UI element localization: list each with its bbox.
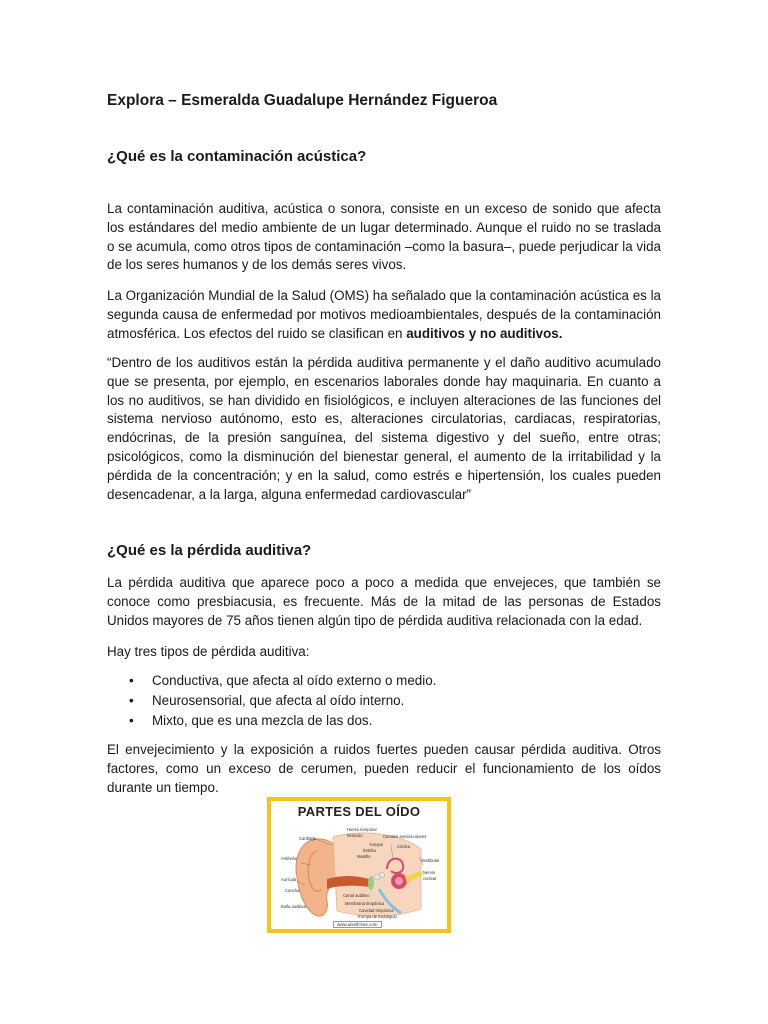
label-canales: Canales semicirculares — [383, 834, 427, 839]
label-coclear: coclear — [423, 876, 437, 881]
paragraph: El envejecimiento y la exposición a ruidos fuertes pueden causar pérdida auditiva. Otros factores, como un exceso de cerumen, pueden reducir el funcionamiento de los oídos durante un tiempo. — [107, 742, 661, 795]
quote-paragraph: “Dentro de los auditivos están la pérdida auditiva permanente y el daño auditivo acumulado que se presenta, por ejemplo, en escenarios laborales donde hay maquinaria. En cuanto a los no auditivos, se han dividido en fisiológicos, e incluyen alteraciones de las funciones del sistema nervioso autónomo, esto es, alteraciones circulatorias, cardiacas, respiratorias, endócrinas, de la presión sanguínea, del sistema digestivo y del sueño, entre otras; psicológicos, como la disminución del bienestar general, el aumento de la irritabilidad y la pérdida de la concentración; y en la salud, como estrés e hipertensión, los cuales pueden desencadenar, a la larga, alguna enfermedad cardiovascular” — [107, 355, 661, 502]
paragraph-text: La Organización Mundial de la Salud (OMS) ha señalado que la contaminación acústica es la segunda causa de enfermedad por motivos medioambientales, después de la contaminación atmosférica. Los efectos del ruido se clasifican en — [107, 288, 661, 341]
paragraph: La pérdida auditiva que aparece poco a poco a medida que envejeces, que también se conoce como presbiacusia, es frecuente. Más de la mitad de las personas de Estados Unidos mayores de 75 años tienen algún tipo de pérdida auditiva relacionada con la edad. — [107, 575, 661, 628]
bullet-list — [107, 671, 436, 731]
figure-title: PARTES DEL OÍDO — [297, 804, 421, 819]
label-auricula: Aurícula — [281, 877, 297, 882]
label-membrana: Membrana timpánica — [345, 901, 385, 906]
paragraph: Hay tres tipos de pérdida auditiva: — [107, 644, 310, 659]
label-trompa: Trompa de Eustaquio — [357, 914, 397, 919]
list-item-text: Neurosensorial, que afecta al oído interno. — [152, 693, 405, 708]
label-canal-auditivo: Canal auditivo — [343, 893, 370, 898]
label-musculo: Músculo — [347, 833, 363, 838]
label-cartilago: Cartílago — [299, 836, 316, 841]
section-heading-perdida: ¿Qué es la pérdida auditiva? — [107, 542, 312, 559]
label-antihelix: Antihélix — [281, 856, 297, 861]
list-item-text: Mixto, que es una mezcla de las dos. — [152, 713, 373, 728]
figure-source-url: www.ulsefichas.com — [333, 921, 382, 928]
bold-text: auditivos y no auditivos. — [406, 325, 563, 341]
bullet-icon: • — [129, 673, 134, 688]
bullet-icon: • — [129, 693, 134, 708]
bullet-icon: • — [129, 713, 134, 728]
label-bulla: Bulla auditiva — [281, 904, 306, 909]
ossicle-shape — [380, 873, 385, 878]
list-item — [107, 691, 436, 711]
label-cavidad: Cavidad timpánica — [359, 908, 394, 913]
label-hueso-temporal: Hueso temporal — [347, 827, 377, 832]
eardrum-shape — [368, 876, 374, 890]
document-title: Explora – Esmeralda Guadalupe Hernández Figueroa — [107, 92, 498, 109]
label-martillo: Martillo — [357, 854, 371, 859]
cochlea-inner-shape — [395, 877, 403, 885]
list-item-text: Conductiva, que afecta al oído externo o medio. — [152, 673, 437, 688]
paragraph: La contaminación auditiva, acústica o sonora, consiste en un exceso de sonido que afecta los estándares del medio ambiente de un lugar determinado. Aunque el ruido no se traslada o se acumula, como otros tipos de contaminación –como la basura–, puede perjudicar la vida de los seres humanos y de los demás seres vivos. — [107, 201, 661, 273]
label-ciclea: Cóclea — [397, 844, 411, 849]
list-item — [107, 671, 436, 691]
label-estribo: Estribo — [363, 848, 377, 853]
list-item — [107, 711, 436, 731]
paragraph — [107, 287, 661, 343]
label-vestibular: Vestibular — [421, 858, 440, 863]
label-nervio: Nervio — [423, 870, 436, 875]
ear-diagram-figure — [267, 797, 451, 933]
ear-diagram-canvas — [271, 801, 447, 929]
label-concha: Concha — [285, 888, 300, 893]
label-yunque: Yunque — [369, 842, 384, 847]
ossicle-shape — [374, 874, 380, 880]
section-heading-contaminacion: ¿Qué es la contaminación acústica? — [107, 148, 367, 165]
